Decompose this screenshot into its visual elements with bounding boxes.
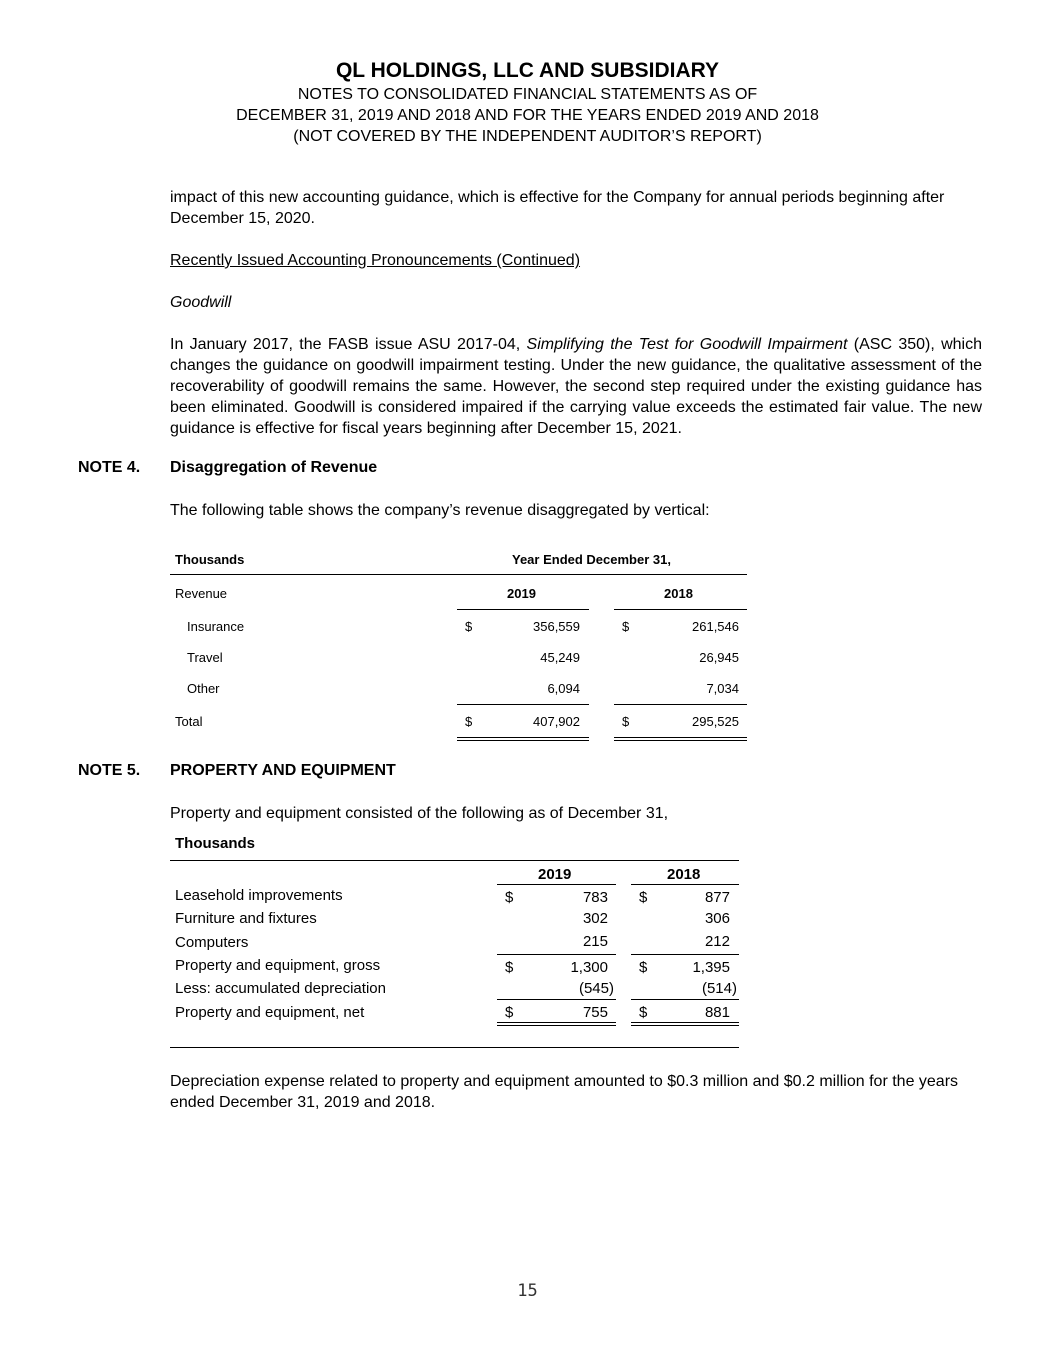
note5-closing: Depreciation expense related to property and equipment amounted to $0.3 million and $0.2 million for the years ended December 31, 2019 and 2018. [170,1073,959,1111]
goodwill-text-start: In January 2017, the FASB issue ASU 2017-04, [170,336,527,353]
property-total-double-rule [631,1022,739,1023]
currency-symbol: $ [505,1004,514,1021]
property-col-2019-rule [497,884,616,885]
property-value: 212 [704,933,730,950]
note5-intro: Property and equipment consisted of the following as of December 31, [170,805,669,822]
property-value: 1,395 [692,959,730,976]
revenue-subtotal-rule [614,704,747,705]
revenue-value: 45,249 [540,650,580,665]
goodwill-paragraph [170,334,982,439]
revenue-value: 7,034 [706,681,739,696]
revenue-period-header: Year Ended December 31, [512,552,671,567]
property-col-2019: 2019 [538,866,572,883]
note5-title: PROPERTY AND EQUIPMENT [170,762,396,779]
property-value: 877 [704,889,730,906]
revenue-value: 356,559 [533,619,580,634]
revenue-col-2019: 2019 [507,586,536,601]
property-subtotal-rule [497,999,616,1000]
property-units: Thousands [175,835,256,852]
revenue-total-double-rule [457,737,589,738]
property-row-label: Property and equipment, gross [175,957,381,974]
property-col-2018: 2018 [667,866,701,883]
property-value: 783 [582,889,608,906]
page-header [0,56,1055,147]
note4-intro: The following table shows the company’s revenue disaggregated by vertical: [170,502,710,519]
revenue-value: 261,546 [692,619,739,634]
revenue-col-2018-rule [614,609,747,610]
currency-symbol: $ [622,714,630,729]
revenue-col-2019-rule [457,609,589,610]
property-value: 302 [582,910,608,927]
intro-paragraph: impact of this new accounting guidance, which is effective for the Company for annual periods beginning after December 15, 2020. [170,189,945,227]
revenue-total-value: 295,525 [692,714,739,729]
revenue-value: 26,945 [699,650,739,665]
company-title: QL HOLDINGS, LLC AND SUBSIDIARY [335,59,720,82]
property-value: 1,300 [570,959,608,976]
revenue-units: Thousands [175,552,245,567]
header-line-1: NOTES TO CONSOLIDATED FINANCIAL STATEMENTS AS OF [297,86,758,103]
property-row-label: Property and equipment, net [175,1004,365,1021]
note4-title: Disaggregation of Revenue [170,459,378,476]
currency-symbol: $ [639,1004,648,1021]
property-value: 215 [582,933,608,950]
revenue-total-label: Total [175,714,203,729]
property-row-label: Leasehold improvements [175,887,343,904]
currency-symbol: $ [505,889,514,906]
note5-number: NOTE 5. [78,762,141,779]
section-heading: Recently Issued Accounting Pronouncements (Continued) [170,252,581,269]
property-value: (514) [701,980,737,997]
revenue-row-label: Other [187,681,220,696]
property-total-double-rule [497,1025,616,1026]
currency-symbol: $ [505,959,514,976]
property-value: 881 [704,1004,730,1021]
revenue-value: 6,094 [547,681,580,696]
property-value: 306 [704,910,730,927]
note4-number: NOTE 4. [78,459,141,476]
currency-symbol: $ [639,959,648,976]
property-row-label: Less: accumulated depreciation [175,980,386,997]
header-line-3: (NOT COVERED BY THE INDEPENDENT AUDITOR’S REPORT) [293,128,762,145]
property-header-rule [170,860,739,861]
revenue-total-double-rule [457,740,589,741]
revenue-header-rule [170,574,747,575]
property-value: (545) [578,980,614,997]
currency-symbol: $ [622,619,630,634]
revenue-row-header: Revenue [175,586,228,601]
currency-symbol: $ [465,619,473,634]
property-row-label: Computers [175,934,249,951]
currency-symbol: $ [639,889,648,906]
revenue-total-value: 407,902 [533,714,580,729]
revenue-subtotal-rule [457,704,589,705]
revenue-row-label: Insurance [187,619,245,634]
property-col-2018-rule [631,884,739,885]
property-bottom-rule [170,1047,739,1048]
header-line-2: DECEMBER 31, 2019 AND 2018 AND FOR THE YEARS ENDED 2019 AND 2018 [236,107,819,124]
property-subtotal-rule [631,954,739,955]
revenue-total-double-rule [614,740,747,741]
currency-symbol: $ [465,714,473,729]
property-total-double-rule [497,1022,616,1023]
revenue-total-double-rule [614,737,747,738]
property-subtotal-rule [497,954,616,955]
revenue-col-2018: 2018 [664,586,693,601]
goodwill-text-italic: Simplifying the Test for Goodwill Impairment [526,336,848,353]
property-total-double-rule [631,1025,739,1026]
page-number: 15 [517,1281,538,1301]
property-subtotal-rule [631,999,739,1000]
revenue-row-label: Travel [187,650,223,665]
property-value: 755 [582,1004,608,1021]
goodwill-heading: Goodwill [170,294,232,311]
goodwill-text-end: (ASC 350), which changes the guidance on goodwill impairment testing. Under the new guidance, the qualitative assessment of the recoverability of goodwill remains the same. However, the second step required under the existing guidance has been eliminated. Goodwill is considered impaired if the carrying value exceeds the estimated fair value. The new guidance is effective for fiscal years beginning after December 15, 2021. [170,336,983,437]
property-row-label: Furniture and fixtures [175,910,317,927]
